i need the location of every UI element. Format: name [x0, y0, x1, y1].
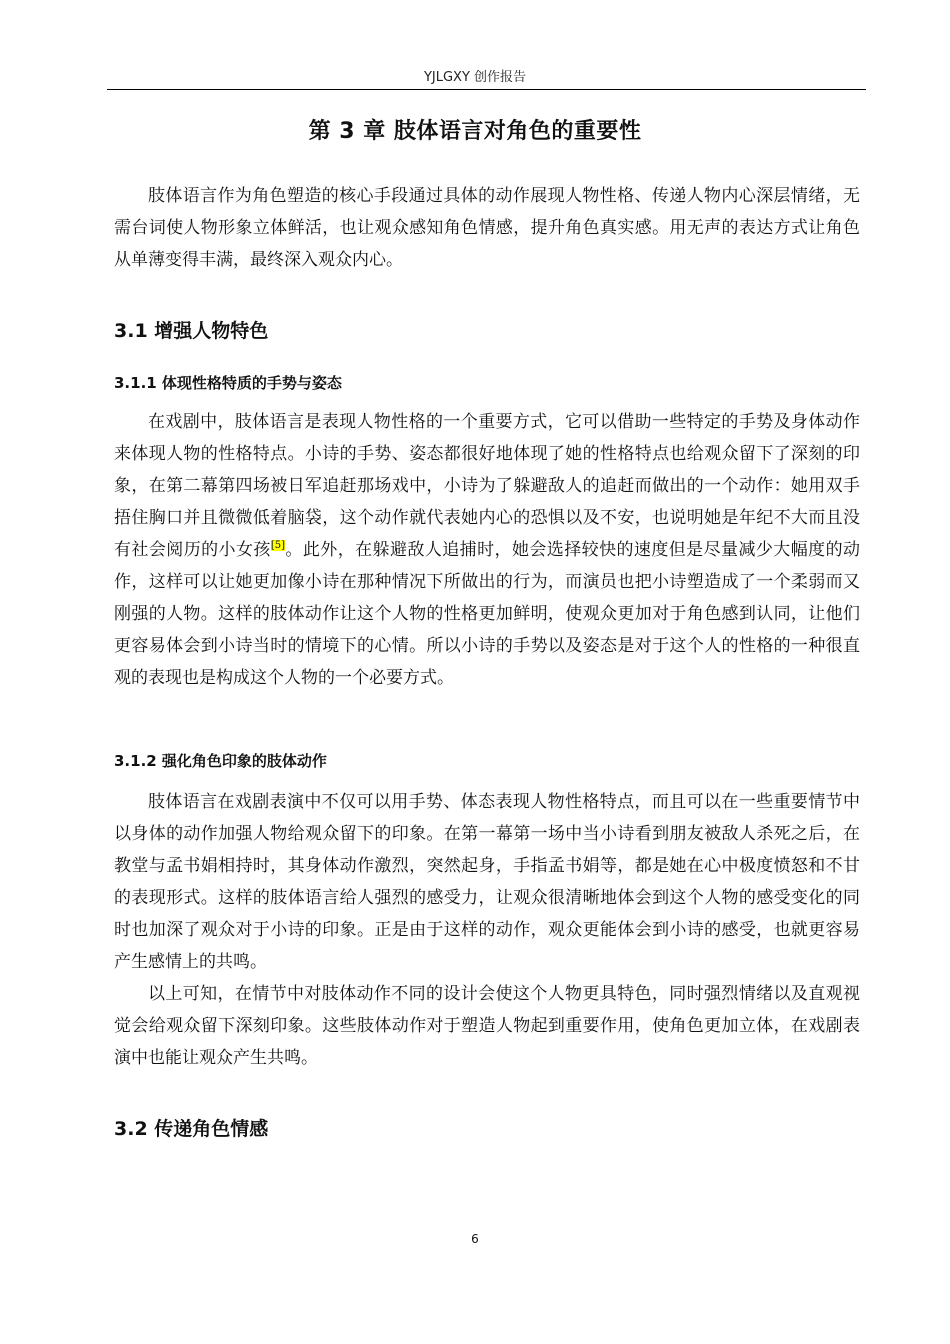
section-3-1-2-title: 3.1.2 强化角色印象的肢体动作 [114, 752, 327, 770]
section-3-1-1-paragraph [114, 406, 860, 694]
header-rule [107, 89, 866, 90]
section-3-1-1-title: 3.1.1 体现性格特质的手势与姿态 [114, 374, 342, 392]
section-3-1-2-paragraph-2: 以上可知，在情节中对肢体动作不同的设计会使这个人物更具特色，同时强烈情绪以及直观视觉会给观众留下深刻印象。这些肢体动作对于塑造人物起到重要作用，使角色更加立体，在戏剧表演中也能让观众产生共鸣。 [114, 984, 860, 1068]
paragraph-text-before-citation: 在戏剧中，肢体语言是表现人物性格的一个重要方式，它可以借助一些特定的手势及身体动作来体现人物的性格特点。小诗的手势、姿态都很好地体现了她的性格特点也给观众留下了深刻的印象，在第二幕第四场被日军追赶那场戏中，小诗为了躲避敌人的追赶而做出的一个动作：她用双手捂住胸口并且微微低着脑袋，这个动作就代表她内心的恐惧以及不安，也说明她是年纪不大而且没有社会阅历的小女孩 [114, 412, 860, 560]
paragraph-text-after-citation: 。此外，在躲避敌人追捕时，她会选择较快的速度但是尽量减少大幅度的动作，这样可以让她更加像小诗在那种情况下所做出的行为，而演员也把小诗塑造成了一个柔弱而又刚强的人物。这样的肢体动作让这个人物的性格更加鲜明，使观众更加对于角色感到认同，让他们更容易体会到小诗当时的情境下的心情。所以小诗的手势以及姿态是对于这个人的性格的一种很直观的表现也是构成这个人物的一个必要方式。 [114, 540, 861, 688]
section-3-2-title: 3.2 传递角色情感 [114, 1118, 269, 1140]
citation-reference[interactable]: [5] [270, 540, 285, 552]
chapter-intro-paragraph: 肢体语言作为角色塑造的核心手段通过具体的动作展现人物性格、传递人物内心深层情绪，无需台词使人物形象立体鲜活，也让观众感知角色情感，提升角色真实感。用无声的表达方式让角色从单薄变得丰满，最终深入观众内心。 [114, 186, 860, 270]
section-3-1-2-paragraph-1: 肢体语言在戏剧表演中不仅可以用手势、体态表现人物性格特点，而且可以在一些重要情节中以身体的动作加强人物给观众留下的印象。在第一幕第一场中当小诗看到朋友被敌人杀死之后，在教堂与孟书娟相持时，其身体动作激烈，突然起身，手指孟书娟等，都是她在心中极度愤怒和不甘的表现形式。这样的肢体语言给人强烈的感受力，让观众很清晰地体会到这个人物的感受变化的同时也加深了观众对于小诗的印象。正是由于这样的动作，观众更能体会到小诗的感受，也就更容易产生感情上的共鸣。 [114, 792, 860, 972]
header-text: YJLGXY 创作报告 [423, 70, 527, 85]
page-number: 6 [471, 1232, 479, 1246]
section-3-1-title: 3.1 增强人物特色 [114, 320, 269, 342]
chapter-title: 第 3 章 肢体语言对角色的重要性 [308, 119, 642, 144]
